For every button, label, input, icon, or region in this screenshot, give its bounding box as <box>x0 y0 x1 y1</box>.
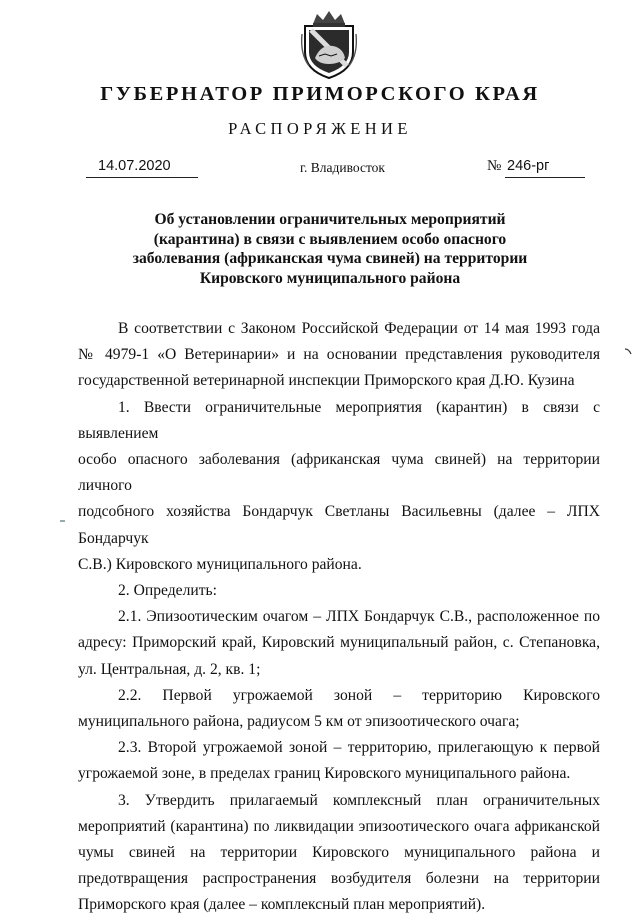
body-line: угрожаемой зоне, в пределах границ Кировского муниципального района. <box>78 765 571 783</box>
body-line: подсобного хозяйства Бондарчук Светланы Васильевны (далее – ЛПХ Бондарчук <box>78 503 600 547</box>
body-line: ул. Центральная, д. 2, кв. 1; <box>78 660 261 678</box>
body-line: особо опасного заболевания (африканская чума свиней) на территории личного <box>78 451 600 495</box>
document-body <box>78 316 600 919</box>
document-type: РАСПОРЯЖЕНИЕ <box>228 119 412 138</box>
body-line: адресу: Приморский край, Кировский муниципальный район, с. Степановка, <box>78 634 600 652</box>
number-label: № <box>487 158 502 174</box>
document-number: 246-рг <box>507 158 550 174</box>
body-line: С.В.) Кировского муниципального района. <box>78 555 362 573</box>
body-line: В соответствии с Законом Российской Федерации от 14 мая 1993 года <box>118 320 600 337</box>
subject-line: (карантина) в связи с выявлением особо опасного <box>153 230 507 248</box>
body-line: 3. Утвердить прилагаемый комплексный план ограничительных <box>118 791 600 809</box>
body-line: 2. Определить: <box>118 582 217 600</box>
header-title: ГУБЕРНАТОР ПРИМОРСКОГО КРАЯ <box>100 83 540 105</box>
number-field <box>505 157 585 178</box>
subject-line: заболевания (африканская чума свиней) на территории <box>132 250 528 267</box>
body-line: муниципального района, радиусом 5 км от эпизоотического очага; <box>78 713 520 731</box>
body-line: чумы свиней на территории Кировского муниципального района и <box>78 844 600 862</box>
subject-line: Кировского муниципального района <box>199 269 461 287</box>
body-line: 2.3. Второй угрожаемой зоной – территорию, прилегающую к первой <box>118 739 600 757</box>
body-line: предотвращения распространения возбудителя болезни на территории <box>78 870 600 888</box>
body-line: государственной ветеринарной инспекции Приморского края Д.Ю. Кузина <box>78 372 575 390</box>
body-line: Приморского края (далее – комплексный план мероприятий). <box>78 896 486 914</box>
body-line: 2.2. Первой угрожаемой зоной – территорию Кировского <box>118 686 600 704</box>
coat-of-arms-icon <box>299 8 359 80</box>
body-line: 1. Ввести ограничительные мероприятия (карантин) в связи с выявлением <box>78 398 600 442</box>
document-city: г. Владивосток <box>300 160 385 175</box>
body-line: № 4979-1 «О Ветеринарии» и на основании представления руководителя <box>78 346 600 364</box>
date-field <box>86 157 198 178</box>
scan-artifact <box>60 520 65 522</box>
document-date: 14.07.2020 <box>98 158 171 174</box>
body-line: 2.1. Эпизоотическим очагом – ЛПХ Бондарчук С.В., расположенное по <box>118 608 600 626</box>
document-subject <box>120 210 540 288</box>
body-line: мероприятий (карантина) по ликвидации эпизоотического очага африканской <box>78 817 600 835</box>
subject-line: Об установлении ограничительных мероприятий <box>154 211 506 228</box>
margin-mark-icon <box>624 348 632 356</box>
